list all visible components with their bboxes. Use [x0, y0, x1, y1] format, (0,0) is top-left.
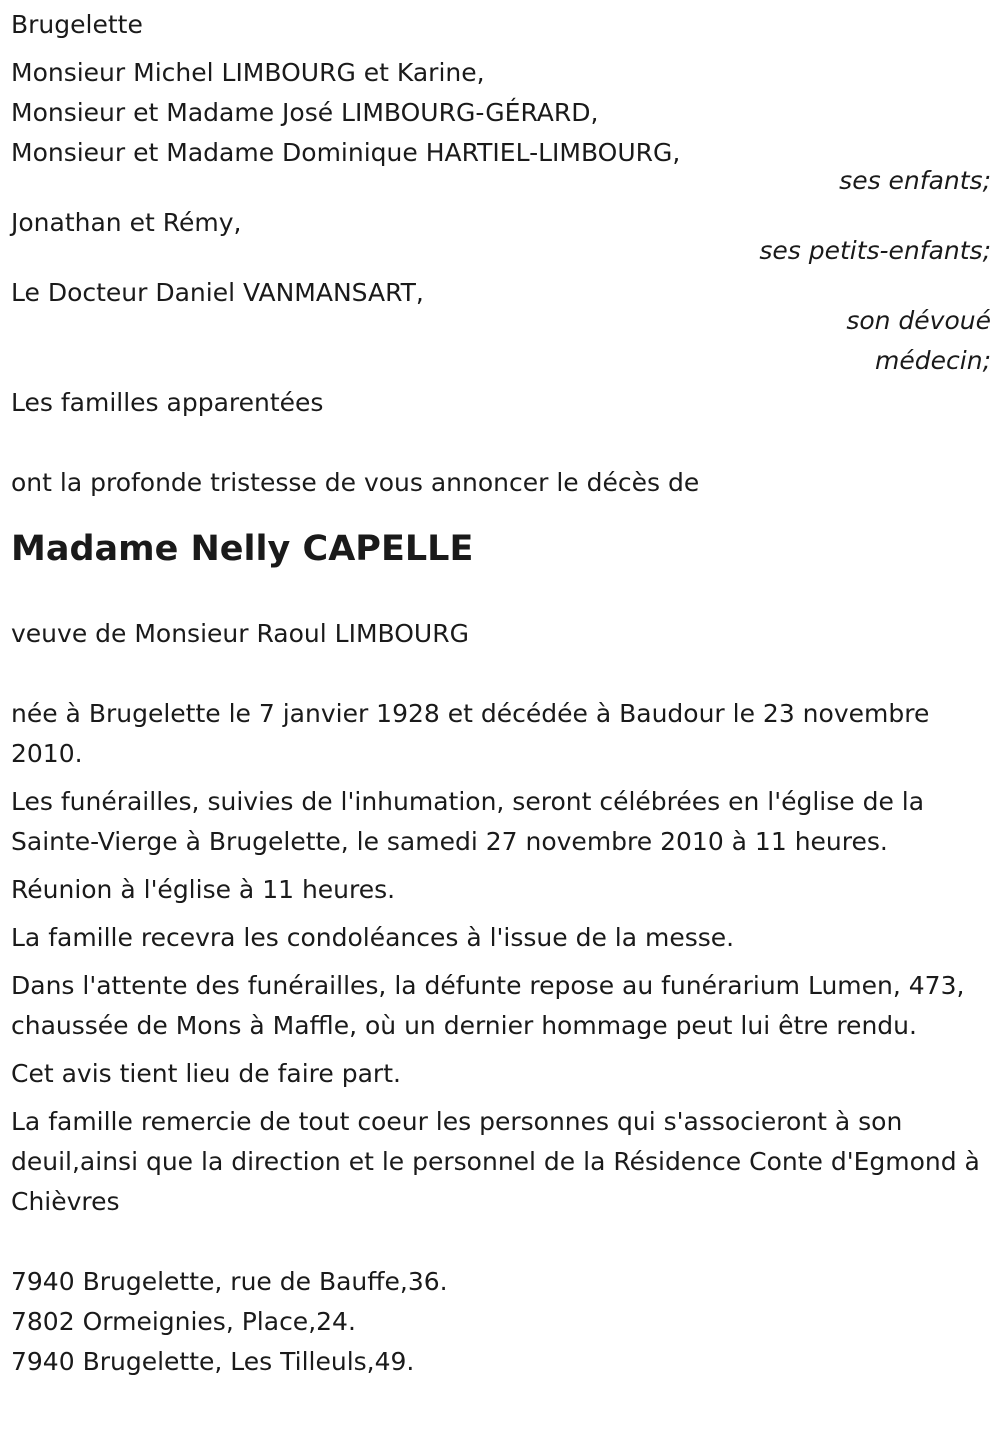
birth-death-paragraph: née à Brugelette le 7 janvier 1928 et décédée à Baudour le 23 novembre 2010. [11, 699, 930, 768]
meeting-paragraph: Réunion à l'église à 11 heures. [11, 875, 396, 904]
address-line: 7940 Brugelette, rue de Bauffe,36. [11, 1267, 448, 1296]
thanks-paragraph: La famille remercie de tout coeur les personnes qui s'associeront à son deuil,ainsi que la direction et le personnel de la Résidence Conte d'Egmond à Chièvres [11, 1107, 980, 1216]
funeral-paragraph: Les funérailles, suivies de l'inhumation, seront célébrées en l'église de la Sainte-Vierge à Brugelette, le samedi 27 novembre 2010 à 11 heures. [11, 787, 925, 856]
widow-of-line: veuve de Monsieur Raoul LIMBOURG [11, 619, 469, 648]
address-line: 7940 Brugelette, Les Tilleuls,49. [11, 1347, 415, 1376]
doctor-role-line1: son dévoué [846, 306, 991, 335]
families-line: Les familles apparentées [11, 388, 324, 417]
obituary-notice [11, 5, 991, 1382]
children-list [11, 53, 991, 173]
notice-paragraph: Cet avis tient lieu de faire part. [11, 1059, 401, 1088]
rest-paragraph: Dans l'attente des funérailles, la défunte repose au funérarium Lumen, 473, chaussée de Mons à Maffle, où un dernier hommage peut lui être rendu. [11, 971, 965, 1040]
child-line: Monsieur Michel LIMBOURG et Karine, [11, 58, 485, 87]
doctor-role-line2: médecin; [875, 346, 991, 375]
address-line: 7802 Ormeignies, Place,24. [11, 1307, 356, 1336]
child-line: Monsieur et Madame Dominique HARTIEL-LIMBOURG, [11, 138, 681, 167]
children-role: ses enfants; [839, 166, 991, 195]
place-heading: Brugelette [11, 10, 143, 39]
grandchildren-line: Jonathan et Rémy, [11, 208, 242, 237]
announcement-line: ont la profonde tristesse de vous annoncer le décès de [11, 468, 700, 497]
grandchildren-role: ses petits-enfants; [759, 236, 991, 265]
condolences-paragraph: La famille recevra les condoléances à l'issue de la messe. [11, 923, 735, 952]
child-line: Monsieur et Madame José LIMBOURG-GÉRARD, [11, 98, 599, 127]
deceased-name: Madame Nelly CAPELLE [11, 529, 474, 569]
doctor-line: Le Docteur Daniel VANMANSART, [11, 278, 424, 307]
addresses-block [11, 1262, 991, 1382]
